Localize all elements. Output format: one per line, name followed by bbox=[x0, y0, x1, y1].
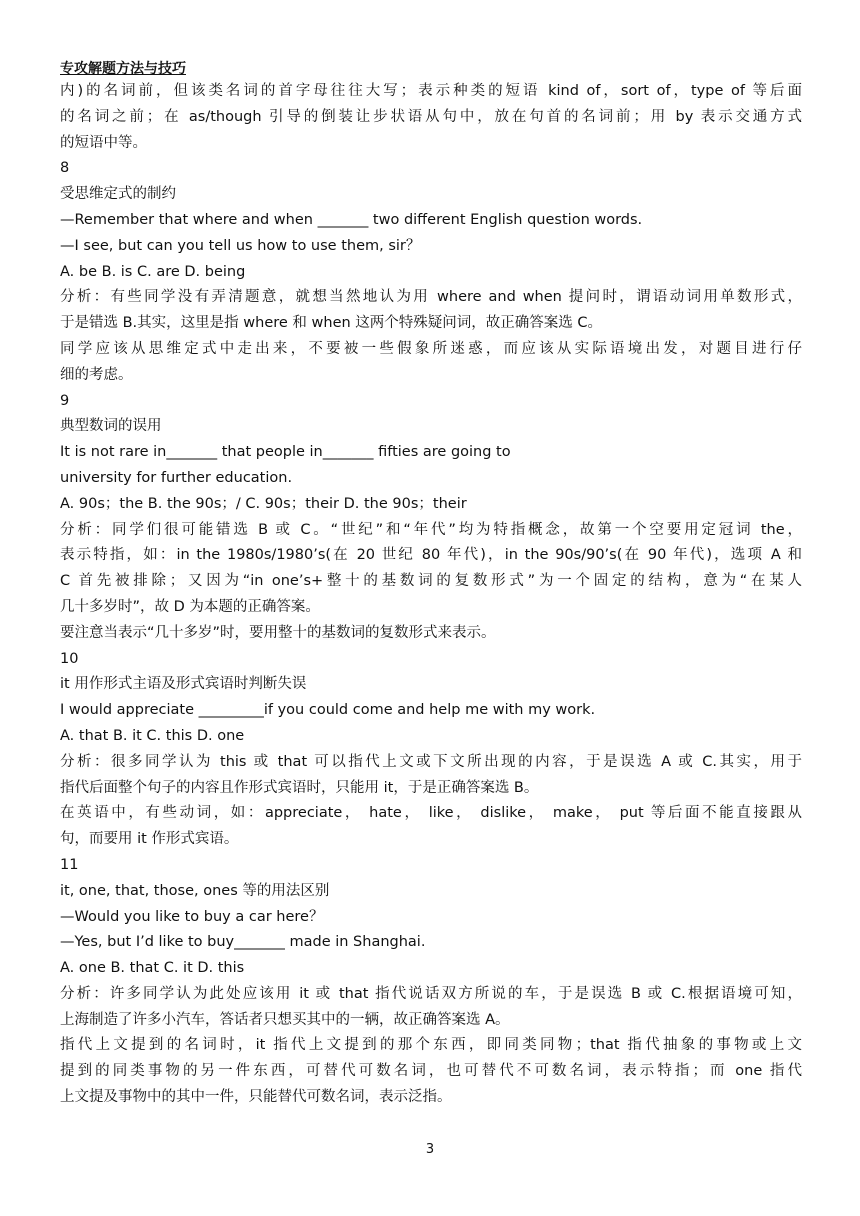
tip-11-line-3: 上文提及事物中的其中一件，只能替代可数名词，表示泛指。 bbox=[60, 1089, 452, 1106]
options-8: A. be B. is C. are D. being bbox=[60, 263, 246, 280]
analysis-10-line-1: 分析：很多同学认为 this 或 that 可以指代上文或下文所出现的内容，于是误选 A 或 C.其实，用于 bbox=[60, 753, 802, 770]
section-title-11: it, one, that, those, ones 等的用法区别 bbox=[60, 882, 330, 899]
intro-line-1: 内)的名词前，但该类名词的首字母往往大写；表示种类的短语 kind of，sort of，type of 等后面 bbox=[60, 83, 802, 99]
options-9: A. 90s；the B. the 90s；/ C. 90s；their D. the 90s；their bbox=[60, 495, 467, 512]
analysis-9-line-2: 表示特指，如：in the 1980s/1980’s(在 20 世纪 80 年代)，in the 90s/90’s(在 90 年代)，选项 A 和 bbox=[60, 547, 802, 564]
analysis-11-line-2: 上海制造了许多小汽车，答话者只想买其中的一辆，故正确答案选 A。 bbox=[60, 1011, 510, 1028]
section-title-8: 受思维定式的制约 bbox=[60, 186, 176, 203]
section-title-10: it 用作形式主语及形式宾语时判断失误 bbox=[60, 676, 307, 693]
analysis-8-line-2: 于是错选 B.其实，这里是指 where 和 when 这两个特殊疑问词，故正确答案选 C。 bbox=[60, 315, 603, 332]
section-number-11: 11 bbox=[60, 856, 79, 873]
analysis-9-line-1: 分析：同学们很可能错选 B 或 C。“世纪”和“年代”均为特指概念，故第一个空要用定冠词 the， bbox=[60, 521, 802, 538]
tip-8-line-1: 同学应该从思维定式中走出来，不要被一些假象所迷惑，而应该从实际语境出发，对题目进行仔 bbox=[60, 340, 802, 357]
tip-11-line-2: 提到的同类事物的另一件东西，可替代可数名词，也可替代不可数名词，表示特指；而 one 指代 bbox=[60, 1063, 802, 1080]
analysis-11-line-1: 分析：许多同学认为此处应该用 it 或 that 指代说话双方所说的车，于是误选 B 或 C.根据语境可知， bbox=[60, 985, 802, 1002]
question-8-line-1: —Remember that where and when _______ two different English question words. bbox=[60, 211, 643, 228]
section-number-10: 10 bbox=[60, 650, 79, 667]
analysis-9-line-4: 几十多岁时”，故 D 为本题的正确答案。 bbox=[60, 598, 320, 615]
section-number-9: 9 bbox=[60, 392, 70, 409]
section-title-9: 典型数词的误用 bbox=[60, 418, 162, 435]
question-8-line-2: —I see, but can you tell us how to use them, sir？ bbox=[60, 237, 421, 254]
tip-10-line-1: 在英语中，有些动词，如：appreciate， hate， like， dislike， make， put 等后面不能直接跟从 bbox=[60, 805, 802, 822]
tip-9: 要注意当表示“几十多岁”时，要用整十的基数词的复数形式来表示。 bbox=[60, 624, 496, 641]
analysis-9-line-3: C 首先被排除；又因为“in one’s+整十的基数词的复数形式”为一个固定的结构，意为“在某人 bbox=[60, 573, 802, 590]
page-number: 3 bbox=[425, 1142, 435, 1157]
tip-8-line-2: 细的考虑。 bbox=[60, 366, 133, 383]
tip-10-line-2: 句，而要用 it 作形式宾语。 bbox=[60, 831, 239, 848]
options-10: A. that B. it C. this D. one bbox=[60, 727, 245, 744]
question-9-line-1: It is not rare in_______ that people in_______ fifties are going to bbox=[60, 444, 511, 461]
question-11-line-2: —Yes, but I’d like to buy_______ made in Shanghai. bbox=[60, 934, 426, 951]
question-10: I would appreciate _________if you could come and help me with my work. bbox=[60, 702, 596, 719]
options-11: A. one B. that C. it D. this bbox=[60, 960, 245, 977]
document-body bbox=[60, 79, 802, 1111]
question-11-line-1: —Would you like to buy a car here？ bbox=[60, 908, 324, 925]
page-header-title: 专攻解题方法与技巧 bbox=[60, 61, 186, 77]
intro-line-2: 的名词之前；在 as/though 引导的倒装让步状语从句中，放在句首的名词前；用 by 表示交通方式 bbox=[60, 108, 802, 125]
intro-line-3: 的短语中等。 bbox=[60, 134, 147, 151]
section-number-8: 8 bbox=[60, 160, 70, 177]
analysis-8-line-1: 分析：有些同学没有弄清题意，就想当然地认为用 where and when 提问时，谓语动词用单数形式， bbox=[60, 289, 802, 306]
analysis-10-line-2: 指代后面整个句子的内容且作形式宾语时，只能用 it，于是正确答案选 B。 bbox=[60, 779, 539, 796]
question-9-line-2: university for further education. bbox=[60, 469, 293, 486]
tip-11-line-1: 指代上文提到的名词时，it 指代上文提到的那个东西，即同类同物；that 指代抽象的事物或上文 bbox=[60, 1037, 802, 1054]
